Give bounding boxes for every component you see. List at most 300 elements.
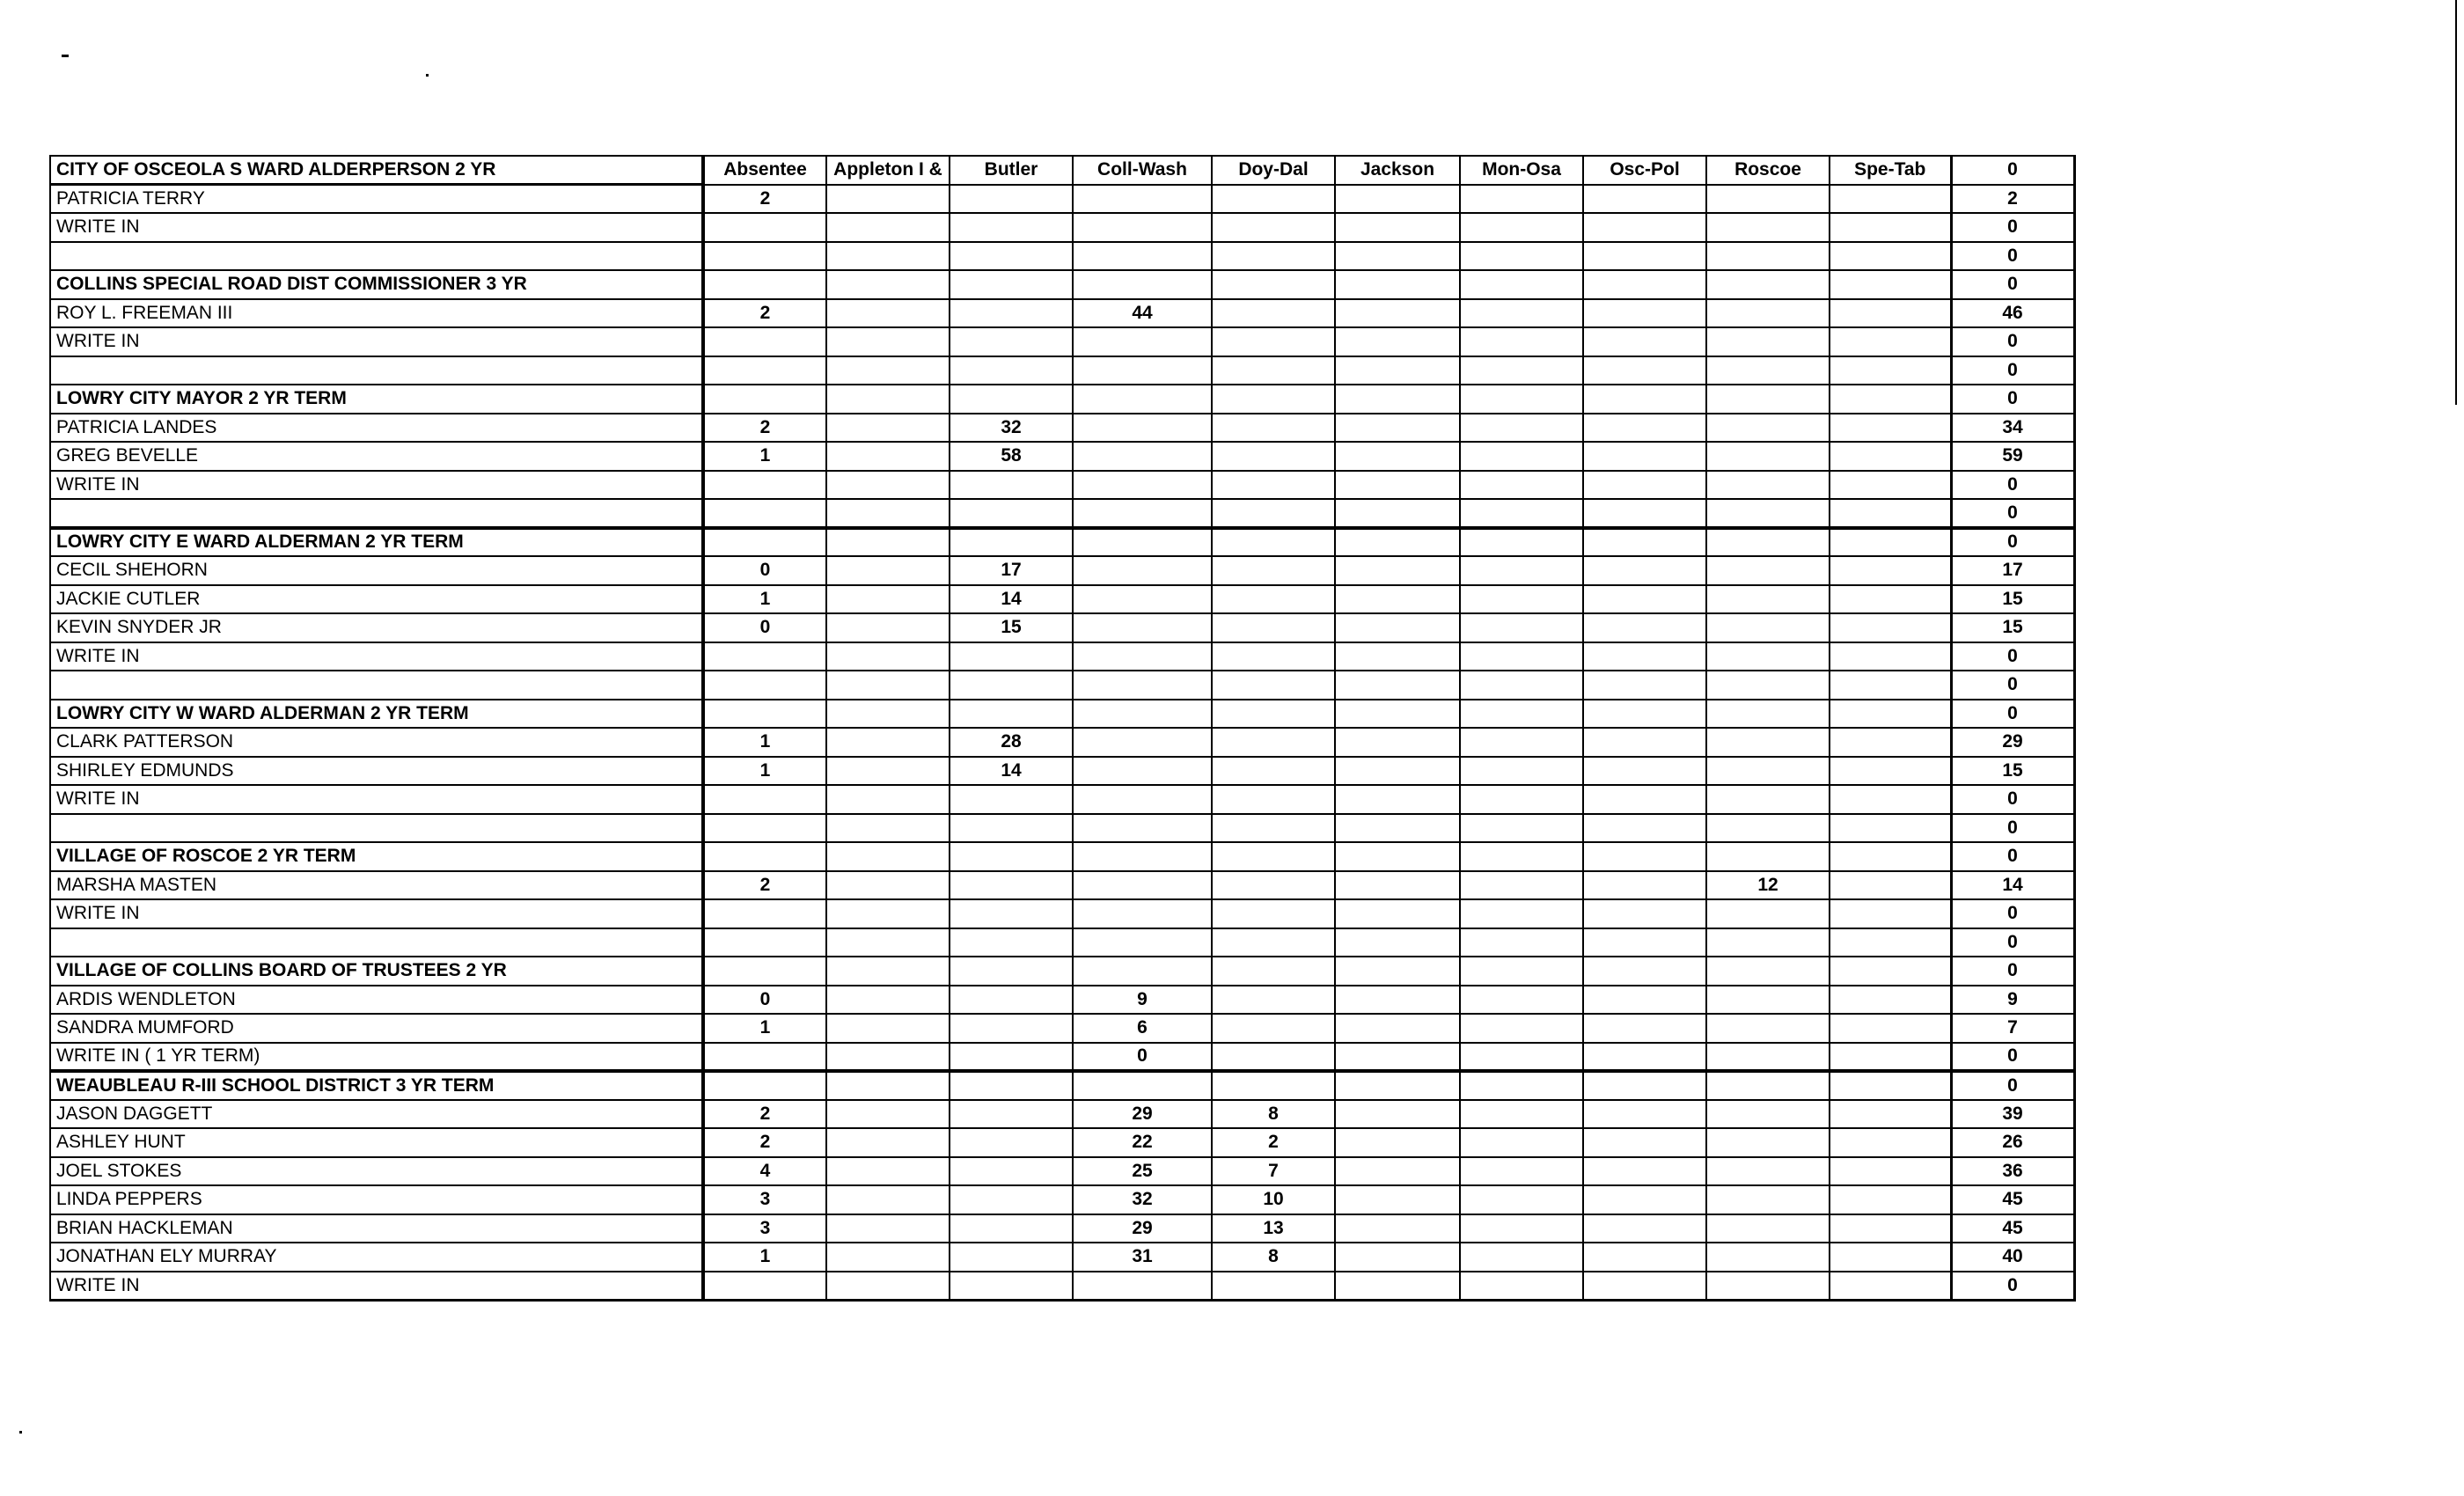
vote-cell <box>703 213 826 242</box>
vote-cell <box>1706 728 1830 757</box>
vote-cell <box>826 356 950 385</box>
vote-cell <box>1583 270 1706 299</box>
vote-cell <box>1706 556 1830 585</box>
candidate-name: ROY L. FREEMAN III <box>50 299 703 328</box>
vote-cell <box>1706 385 1830 414</box>
vote-cell <box>1335 1272 1460 1301</box>
vote-cell <box>1460 185 1583 214</box>
vote-cell: 2 <box>1212 1128 1335 1157</box>
table-row <box>50 957 2074 986</box>
vote-cell <box>826 671 950 700</box>
vote-cell: 1 <box>703 757 826 786</box>
total-cell: 36 <box>1951 1157 2074 1186</box>
vote-cell <box>1460 1185 1583 1214</box>
vote-cell <box>1335 414 1460 443</box>
vote-cell <box>703 671 826 700</box>
vote-cell: 25 <box>1073 1157 1212 1186</box>
vote-cell <box>703 842 826 871</box>
vote-cell <box>703 928 826 957</box>
race-title: VILLAGE OF ROSCOE 2 YR TERM <box>50 842 703 871</box>
vote-cell <box>1212 986 1335 1015</box>
vote-cell: 2 <box>703 299 826 328</box>
candidate-name: MARSHA MASTEN <box>50 871 703 900</box>
vote-cell <box>1212 270 1335 299</box>
vote-cell <box>1212 700 1335 729</box>
vote-cell <box>1073 957 1212 986</box>
candidate-name: CECIL SHEHORN <box>50 556 703 585</box>
vote-cell <box>703 899 826 928</box>
vote-cell <box>1073 899 1212 928</box>
vote-cell <box>826 928 950 957</box>
vote-cell <box>1073 471 1212 500</box>
vote-cell: 8 <box>1212 1243 1335 1272</box>
candidate-name: WRITE IN <box>50 327 703 356</box>
vote-cell <box>703 356 826 385</box>
vote-cell <box>1706 299 1830 328</box>
vote-cell <box>1583 442 1706 471</box>
vote-cell <box>1830 1157 1951 1186</box>
vote-cell: 12 <box>1706 871 1830 900</box>
vote-cell <box>1073 270 1212 299</box>
candidate-name: JOEL STOKES <box>50 1157 703 1186</box>
vote-cell <box>1073 1071 1212 1100</box>
vote-cell <box>1830 1243 1951 1272</box>
vote-cell <box>1073 499 1212 528</box>
table-row <box>50 299 2074 328</box>
vote-cell <box>1706 1100 1830 1129</box>
total-cell: 0 <box>1951 785 2074 814</box>
vote-cell <box>703 785 826 814</box>
vote-cell <box>826 385 950 414</box>
vote-cell <box>950 1014 1073 1043</box>
vote-cell <box>1073 213 1212 242</box>
vote-cell <box>826 986 950 1015</box>
vote-cell <box>1583 356 1706 385</box>
vote-cell <box>1706 642 1830 671</box>
vote-cell <box>1830 556 1951 585</box>
table-row <box>50 1043 2074 1072</box>
vote-cell <box>826 442 950 471</box>
vote-cell <box>1583 242 1706 271</box>
candidate-name: JACKIE CUTLER <box>50 585 703 614</box>
table-row <box>50 1071 2074 1100</box>
vote-cell <box>1830 242 1951 271</box>
vote-cell <box>1460 899 1583 928</box>
race-title: LOWRY CITY W WARD ALDERMAN 2 YR TERM <box>50 700 703 729</box>
column-header-roscoe: Roscoe <box>1706 156 1830 185</box>
vote-cell <box>1706 499 1830 528</box>
vote-cell <box>1706 442 1830 471</box>
vote-cell: 2 <box>703 1128 826 1157</box>
candidate-name: WRITE IN <box>50 471 703 500</box>
vote-cell <box>1830 1185 1951 1214</box>
vote-cell <box>1460 385 1583 414</box>
vote-cell <box>1460 242 1583 271</box>
vote-cell <box>1335 385 1460 414</box>
vote-cell: 32 <box>950 414 1073 443</box>
total-cell: 40 <box>1951 1243 2074 1272</box>
vote-cell <box>1460 642 1583 671</box>
vote-cell <box>826 842 950 871</box>
vote-cell <box>1583 585 1706 614</box>
vote-cell <box>1335 185 1460 214</box>
vote-cell <box>1460 556 1583 585</box>
vote-cell <box>1212 871 1335 900</box>
vote-cell <box>1335 957 1460 986</box>
vote-cell <box>703 327 826 356</box>
table-row <box>50 1014 2074 1043</box>
vote-cell <box>1583 299 1706 328</box>
vote-cell <box>1460 1214 1583 1243</box>
vote-cell <box>1583 528 1706 557</box>
vote-cell <box>950 1128 1073 1157</box>
vote-cell <box>1335 556 1460 585</box>
vote-cell: 58 <box>950 442 1073 471</box>
vote-cell <box>1212 528 1335 557</box>
total-cell: 0 <box>1951 957 2074 986</box>
vote-cell <box>826 1014 950 1043</box>
candidate-name: WRITE IN <box>50 1272 703 1301</box>
vote-cell <box>1335 642 1460 671</box>
vote-cell <box>1460 671 1583 700</box>
vote-cell <box>1583 1071 1706 1100</box>
vote-cell <box>826 1185 950 1214</box>
vote-cell <box>1583 899 1706 928</box>
total-cell: 17 <box>1951 556 2074 585</box>
candidate-name: ASHLEY HUNT <box>50 1128 703 1157</box>
vote-cell <box>1335 327 1460 356</box>
total-cell: 14 <box>1951 871 2074 900</box>
vote-cell <box>826 585 950 614</box>
vote-cell: 0 <box>703 556 826 585</box>
vote-cell <box>1583 1243 1706 1272</box>
vote-cell <box>1830 814 1951 843</box>
results-table <box>49 155 2076 1302</box>
table-row <box>50 442 2074 471</box>
vote-cell <box>1706 585 1830 614</box>
table-row <box>50 528 2074 557</box>
vote-cell <box>1583 728 1706 757</box>
vote-cell <box>826 213 950 242</box>
vote-cell <box>1460 1071 1583 1100</box>
vote-cell: 1 <box>703 728 826 757</box>
vote-cell <box>1583 1043 1706 1072</box>
table-row <box>50 242 2074 271</box>
vote-cell <box>1212 471 1335 500</box>
vote-cell <box>1212 728 1335 757</box>
table-row <box>50 556 2074 585</box>
column-header-doy-dal: Doy-Dal <box>1212 156 1335 185</box>
vote-cell <box>1212 442 1335 471</box>
vote-cell <box>1212 242 1335 271</box>
vote-cell <box>950 185 1073 214</box>
vote-cell <box>1460 442 1583 471</box>
table-row <box>50 185 2074 214</box>
candidate-name <box>50 499 703 528</box>
total-cell: 0 <box>1951 385 2074 414</box>
table-row <box>50 1243 2074 1272</box>
vote-cell <box>1706 471 1830 500</box>
total-cell: 0 <box>1951 642 2074 671</box>
total-cell: 7 <box>1951 1014 2074 1043</box>
table-row <box>50 757 2074 786</box>
vote-cell: 15 <box>950 613 1073 642</box>
vote-cell <box>1706 613 1830 642</box>
total-cell: 0 <box>1951 1071 2074 1100</box>
table-row <box>50 327 2074 356</box>
vote-cell <box>1335 814 1460 843</box>
vote-cell: 2 <box>703 1100 826 1129</box>
total-cell: 0 <box>1951 700 2074 729</box>
vote-cell <box>703 528 826 557</box>
table-row <box>50 986 2074 1015</box>
total-cell: 59 <box>1951 442 2074 471</box>
vote-cell <box>1583 613 1706 642</box>
vote-cell <box>826 556 950 585</box>
vote-cell: 22 <box>1073 1128 1212 1157</box>
vote-cell <box>1583 986 1706 1015</box>
candidate-name: LINDA PEPPERS <box>50 1185 703 1214</box>
vote-cell <box>826 414 950 443</box>
vote-cell <box>1073 728 1212 757</box>
table-row <box>50 270 2074 299</box>
vote-cell <box>1830 213 1951 242</box>
column-header-jackson: Jackson <box>1335 156 1460 185</box>
total-cell: 0 <box>1951 899 2074 928</box>
vote-cell: 1 <box>703 1243 826 1272</box>
vote-cell <box>1706 1128 1830 1157</box>
vote-cell <box>1583 671 1706 700</box>
vote-cell <box>1830 1272 1951 1301</box>
vote-cell <box>1830 671 1951 700</box>
vote-cell <box>950 899 1073 928</box>
vote-cell <box>950 1157 1073 1186</box>
vote-cell <box>1460 299 1583 328</box>
vote-cell <box>1212 957 1335 986</box>
table-row <box>50 1100 2074 1129</box>
vote-cell <box>1212 414 1335 443</box>
vote-cell <box>1335 1243 1460 1272</box>
vote-cell <box>703 385 826 414</box>
vote-cell <box>950 270 1073 299</box>
vote-cell <box>1460 585 1583 614</box>
vote-cell <box>1583 642 1706 671</box>
vote-cell <box>1335 242 1460 271</box>
vote-cell: 7 <box>1212 1157 1335 1186</box>
vote-cell <box>1212 1043 1335 1072</box>
vote-cell <box>1335 1014 1460 1043</box>
vote-cell <box>1212 899 1335 928</box>
vote-cell <box>1706 899 1830 928</box>
vote-cell <box>1335 270 1460 299</box>
vote-cell <box>1335 585 1460 614</box>
vote-cell <box>1335 299 1460 328</box>
vote-cell <box>1212 585 1335 614</box>
vote-cell <box>1212 327 1335 356</box>
vote-cell <box>1460 270 1583 299</box>
vote-cell <box>950 1071 1073 1100</box>
vote-cell <box>1706 1243 1830 1272</box>
candidate-name: JASON DAGGETT <box>50 1100 703 1129</box>
vote-cell <box>1073 757 1212 786</box>
vote-cell <box>1335 728 1460 757</box>
candidate-name: WRITE IN <box>50 642 703 671</box>
vote-cell <box>826 242 950 271</box>
vote-cell <box>703 814 826 843</box>
vote-cell <box>703 957 826 986</box>
vote-cell <box>1706 356 1830 385</box>
vote-cell <box>950 1185 1073 1214</box>
candidate-name: PATRICIA LANDES <box>50 414 703 443</box>
vote-cell <box>1830 613 1951 642</box>
vote-cell <box>1583 556 1706 585</box>
scan-speck <box>19 1431 22 1434</box>
vote-cell <box>1460 986 1583 1015</box>
vote-cell <box>1335 1128 1460 1157</box>
vote-cell <box>1830 1128 1951 1157</box>
vote-cell <box>1830 700 1951 729</box>
table-row <box>50 642 2074 671</box>
vote-cell <box>826 185 950 214</box>
candidate-name: BRIAN HACKLEMAN <box>50 1214 703 1243</box>
vote-cell <box>1335 213 1460 242</box>
vote-cell <box>1212 1272 1335 1301</box>
header-row <box>50 156 2074 185</box>
total-cell: 0 <box>1951 471 2074 500</box>
vote-cell <box>950 471 1073 500</box>
total-cell: 45 <box>1951 1214 2074 1243</box>
vote-cell <box>826 528 950 557</box>
vote-cell <box>950 642 1073 671</box>
vote-cell <box>1460 957 1583 986</box>
vote-cell <box>950 842 1073 871</box>
race-title: WEAUBLEAU R-III SCHOOL DISTRICT 3 YR TERM <box>50 1071 703 1100</box>
vote-cell <box>826 642 950 671</box>
vote-cell <box>1073 385 1212 414</box>
vote-cell <box>1830 1071 1951 1100</box>
candidate-name <box>50 928 703 957</box>
total-cell: 0 <box>1951 327 2074 356</box>
vote-cell <box>1706 242 1830 271</box>
vote-cell <box>1460 700 1583 729</box>
table-row <box>50 1157 2074 1186</box>
vote-cell <box>1073 185 1212 214</box>
vote-cell: 13 <box>1212 1214 1335 1243</box>
vote-cell <box>1583 814 1706 843</box>
candidate-name: SANDRA MUMFORD <box>50 1014 703 1043</box>
vote-cell <box>1212 299 1335 328</box>
candidate-name: WRITE IN ( 1 YR TERM) <box>50 1043 703 1072</box>
vote-cell <box>1706 213 1830 242</box>
vote-cell <box>1830 957 1951 986</box>
table-row <box>50 814 2074 843</box>
vote-cell <box>1830 528 1951 557</box>
vote-cell <box>1830 1014 1951 1043</box>
total-cell: 9 <box>1951 986 2074 1015</box>
vote-cell: 2 <box>703 185 826 214</box>
vote-cell <box>950 385 1073 414</box>
vote-cell <box>1460 499 1583 528</box>
candidate-name <box>50 242 703 271</box>
vote-cell <box>1706 327 1830 356</box>
vote-cell <box>1830 442 1951 471</box>
vote-cell <box>950 1214 1073 1243</box>
vote-cell: 29 <box>1073 1100 1212 1129</box>
vote-cell: 2 <box>703 414 826 443</box>
column-header-spe-tab: Spe-Tab <box>1830 156 1951 185</box>
vote-cell <box>1830 185 1951 214</box>
vote-cell <box>826 1128 950 1157</box>
table-row <box>50 1272 2074 1301</box>
vote-cell <box>950 986 1073 1015</box>
table-row <box>50 928 2074 957</box>
vote-cell <box>1335 442 1460 471</box>
vote-cell <box>703 1272 826 1301</box>
race-title: LOWRY CITY E WARD ALDERMAN 2 YR TERM <box>50 528 703 557</box>
vote-cell <box>1706 1214 1830 1243</box>
vote-cell <box>1583 1157 1706 1186</box>
vote-cell: 1 <box>703 442 826 471</box>
vote-cell <box>1335 1100 1460 1129</box>
vote-cell <box>826 1214 950 1243</box>
scan-edge-line <box>2455 0 2457 405</box>
vote-cell <box>950 1043 1073 1072</box>
vote-cell <box>1073 785 1212 814</box>
vote-cell <box>1212 842 1335 871</box>
vote-cell <box>1583 1100 1706 1129</box>
vote-cell <box>703 700 826 729</box>
total-cell: 0 <box>1951 671 2074 700</box>
vote-cell <box>826 757 950 786</box>
vote-cell <box>1212 385 1335 414</box>
vote-cell <box>1583 185 1706 214</box>
vote-cell <box>1460 213 1583 242</box>
table-row <box>50 385 2074 414</box>
vote-cell <box>1583 385 1706 414</box>
vote-cell <box>950 1272 1073 1301</box>
vote-cell <box>1583 957 1706 986</box>
vote-cell <box>1460 785 1583 814</box>
vote-cell <box>1460 842 1583 871</box>
vote-cell <box>1335 499 1460 528</box>
vote-cell <box>1073 671 1212 700</box>
vote-cell: 29 <box>1073 1214 1212 1243</box>
vote-cell <box>1335 528 1460 557</box>
vote-cell <box>1335 1043 1460 1072</box>
vote-cell <box>1460 528 1583 557</box>
vote-cell <box>1706 928 1830 957</box>
vote-cell: 1 <box>703 585 826 614</box>
vote-cell <box>1830 385 1951 414</box>
candidate-name: WRITE IN <box>50 213 703 242</box>
vote-cell <box>1830 1214 1951 1243</box>
table-row <box>50 1185 2074 1214</box>
vote-cell <box>1830 1043 1951 1072</box>
vote-cell <box>1706 528 1830 557</box>
vote-cell <box>1460 414 1583 443</box>
vote-cell <box>1830 986 1951 1015</box>
vote-cell <box>1073 327 1212 356</box>
vote-cell: 14 <box>950 757 1073 786</box>
vote-cell <box>1706 414 1830 443</box>
vote-cell <box>1073 642 1212 671</box>
total-cell: 0 <box>1951 1043 2074 1072</box>
table-row <box>50 700 2074 729</box>
vote-cell: 4 <box>703 1157 826 1186</box>
vote-cell <box>1830 757 1951 786</box>
vote-cell <box>950 700 1073 729</box>
total-cell: 2 <box>1951 185 2074 214</box>
